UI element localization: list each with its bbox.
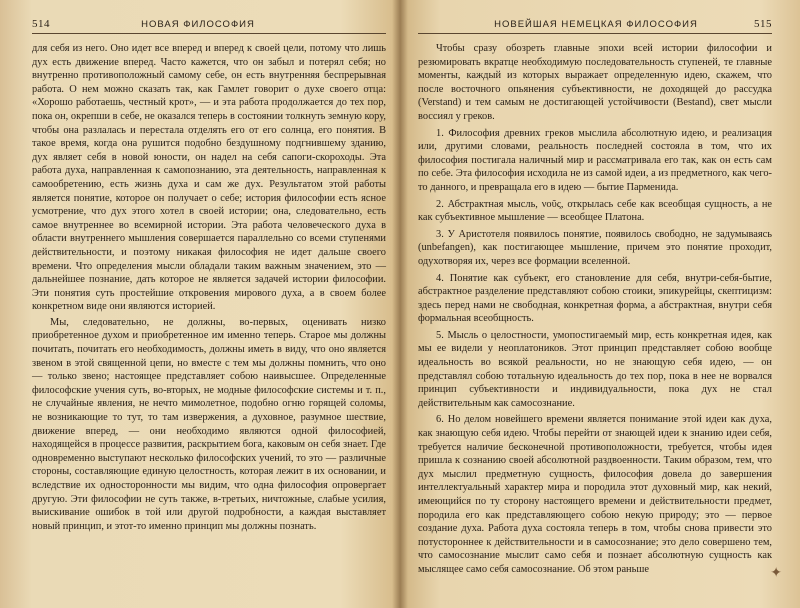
paragraph: 1. Философия древних греков мыслила абсолютную идею, и реализация или, другими словами, реальность последней состояла в том, что их философия постигала наличный мир и рассматривала его так, как он есть сам по себе. Эта философия исходила не из самой идеи, а из предметного, как чего-то данного, и превращала его в идею — бытие Парменида. — [418, 127, 772, 193]
right-running-head — [418, 18, 772, 34]
paragraph: для себя из него. Оно идет все вперед и вперед к своей цели, потому что лишь дух есть движение вперед. Часто кажется, что он забыл и потерял себя; но внутренно противоположный самому себе, он есть внутренняя беспрерывная работа. О нем можно сказать так, как Гамлет говорит о духе своего отца: «Хорошо работаешь, честный крот», — и эта работа продолжается до тех пор, пока он, окрепши в себе, не оказался теперь в состоянии толкнуть земную кору, чтобы она разлалась и перестала отделять его от его солнца, его понятия. В такое время, когда она рушится подобно бездушному подгнившему зданию, дух являет себя в новой юности, он надел на себя сапоги-скороходы. Эта работа духа, направленная к самопознанию, эта деятельность, направленная к самообретению, есть жизнь духа и сам же дух. Результатом этой работы является понятие, которое он получает о себе; история философии есть ясное усмотрение, что дух этого хотел в своей истории; она, следовательно, есть самое внутреннее во всемирной истории. Эта работа человеческого духа в области внутреннего мышления совершается параллельно со всеми ступенями действительности, и поэтому никакая философия не идет дальше своего времени. Что определения мысли обладали таким важным значением, это — дальнейшее познание, дать которое не является задачей истории философии. Эти понятия суть простейшие откровения мирового духа, а в своем более конкретном виде они являются историей. — [32, 43, 386, 313]
page-mark-icon: ✦ — [770, 566, 782, 581]
right-page-number: 515 — [754, 18, 772, 30]
paragraph: Мы, следовательно, не должны, во-первых, оценивать низко приобретенное духом и приобретенное им именно теперь. Старое мы должны почитать, почитать его необходимость, должны иметь в виду, что оно является звеном в этой священной цепи, но вместе с тем мы должны помнить, что оно — только звено; настоящее представляет собою наивысшее. Определенные философские учения суть, во-вторых, не модные философские системы и т. п., не случайные явления, не нечто мимолетное, подобно огню горящей соломы, не возникающие то тут, то там извержения, а духовное, разумное шествие, движение вперед, — они необходимо являются одной философией, находящейся в процессе развития, раскрытием бога, каковым он себя знает. Где одновременно выступают несколько философских учений, то это — различные стороны, составляющие единую целостность, которая лежит в их основании, и вследствие их односторонности мы видим, что одна философия опровергает другую. Эти философии не суть также, в-третьих, ничтожные, слабые усилия, выискивание ошибок в той или другой подробности, а каждая выставляет новый принцип, и этот-то именно принцип мы должны познать. — [32, 316, 386, 532]
right-page-text — [418, 42, 772, 577]
paragraph: 4. Понятие как субъект, его становление для себя, внутри-себя-бытие, абстрактное разделение представляют собою стоики, эпикурейцы, скептицизм: здесь перед нами не свободная, конкретная форма, а абстрактная, внутри себя формальная всеобщность. — [418, 272, 772, 325]
right-page — [400, 0, 800, 608]
left-page-text — [32, 42, 386, 533]
paragraph: 3. У Аристотеля появилось понятие, появилось свободно, не задумываясь (unbefangen), как постигающее мышление, причем это понятие проходит, одухотворяя их, через все формации вселенной. — [418, 228, 772, 267]
right-running-title: НОВЕЙШАЯ НЕМЕЦКАЯ ФИЛОСОФИЯ — [494, 19, 698, 30]
paragraph: Чтобы сразу обозреть главные эпохи всей истории философии и резюмировать вкратце необходимую последовательность ступеней, те главные моменты, каждый из которых выражает определенную идею, скажем, что после восточного опьянения субъективности, не доходящей до рассудка (Verstand) и тем самым не достигающей устойчивости (Bestand), свет мысли воссиял у греков. — [418, 43, 772, 122]
left-running-title: НОВАЯ ФИЛОСОФИЯ — [141, 19, 255, 30]
paragraph: 5. Мысль о целостности, умопостигаемый мир, есть конкретная идея, как мы ее видели у неоплатоников. Этот принцип представляет собою вообще идеальность во всякой реальности, но не знающую себя идею, — он представлял собою тотальную идеальность до тех пор, пока в нее не ворвался принцип субъективности и индивидуальности, пока дух не стал действительным как самосознание. — [418, 329, 772, 409]
left-running-head — [32, 18, 386, 34]
paragraph: 2. Абстрактная мысль, νοῦς, открылась себе как всеобщая сущность, а не как субъективное мышление — всеобщее Платона. — [418, 198, 772, 224]
left-page-number: 514 — [32, 18, 50, 30]
paragraph: 6. Но делом новейшего времени является понимание этой идеи как духа, как знающую себя идею. Чтобы перейти от знающей идеи к знанию идеи себя, требуется наличие бесконечной противоположности, требуется, чтобы идея пришла к сознанию своей абсолютной раздвоенности. Таким образом, тем, что дух мыслил предметную сущность, философия довела до завершения интеллектуальный характер мира и породила этот духовный мир, как некий, имеющийся по ту сторону настоящего времени и действительности предмет, породила его как представляющего собою некую природу; это — первое создание духа. Работа духа состояла теперь в том, чтобы снова привести это потустороннее к действительности и в самосознание; это дело совершено тем, что самосознание мыслит само себя и познает абсолютную сущность как мыслящее само себя самосознание. Об этом раньше — [418, 414, 772, 575]
